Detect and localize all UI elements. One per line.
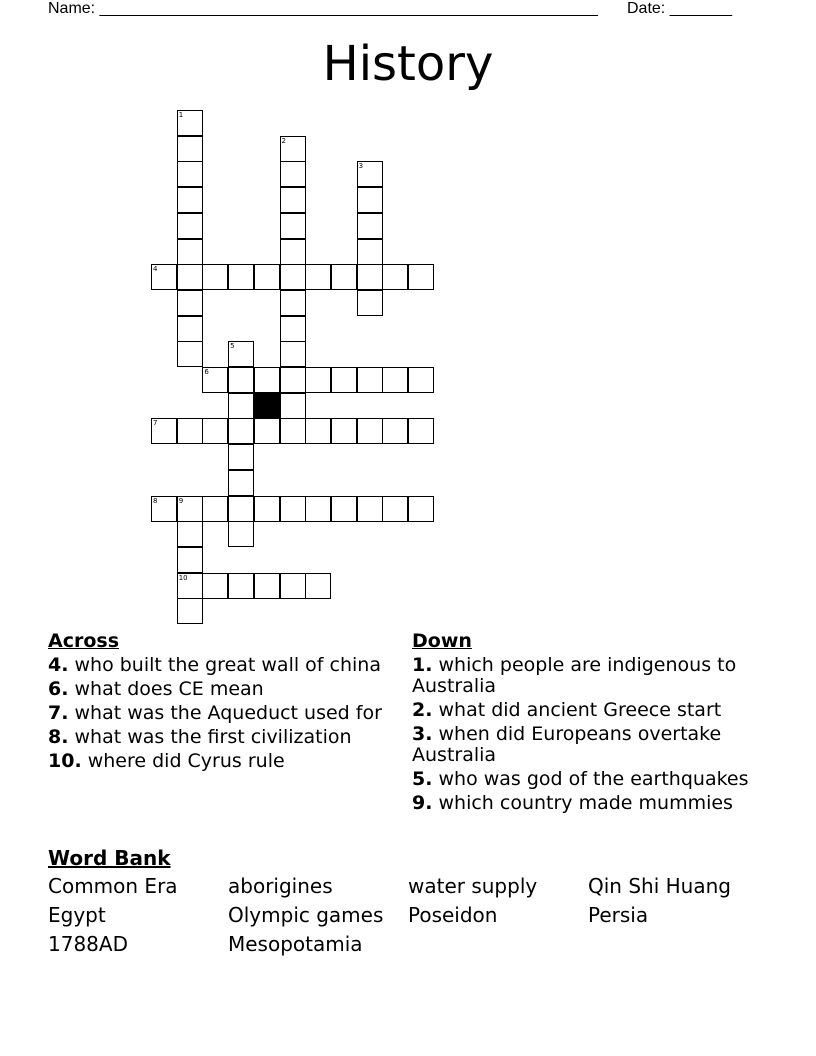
grid-cell[interactable]	[228, 496, 254, 522]
grid-cell[interactable]	[357, 213, 383, 239]
grid-cell[interactable]	[202, 367, 228, 393]
grid-cell[interactable]	[280, 187, 306, 213]
grid-cell[interactable]	[331, 496, 357, 522]
clue-item-number: 8.	[48, 726, 69, 748]
clue-item-number: 4.	[48, 654, 69, 676]
grid-cell[interactable]	[228, 444, 254, 470]
grid-cell[interactable]	[177, 239, 203, 265]
grid-cell[interactable]	[202, 496, 228, 522]
down-heading: Down	[412, 630, 472, 652]
clue-item-text: which people are indigenous to Australia	[412, 654, 737, 697]
grid-cell[interactable]	[177, 161, 203, 187]
clue-item-number: 9.	[412, 792, 433, 814]
grid-cell[interactable]	[177, 316, 203, 342]
grid-cell[interactable]	[202, 418, 228, 444]
word-bank-item: Persia	[588, 903, 649, 927]
clue-item-text: who was god of the earthquakes	[432, 768, 749, 790]
grid-cell[interactable]	[228, 470, 254, 496]
grid-cell[interactable]	[177, 547, 203, 573]
grid-cell[interactable]	[254, 367, 280, 393]
word-bank-item: aborigines	[228, 874, 333, 898]
grid-cell[interactable]	[357, 161, 383, 187]
black-cell	[254, 393, 280, 419]
grid-cell[interactable]	[305, 264, 331, 290]
grid-cell[interactable]	[357, 496, 383, 522]
grid-cell[interactable]	[357, 187, 383, 213]
clue-item-text: what did ancient Greece start	[432, 699, 722, 721]
grid-cell[interactable]	[177, 341, 203, 367]
grid-cell[interactable]	[408, 496, 434, 522]
clue-number: 5	[230, 342, 235, 351]
clue-number: 2	[281, 136, 286, 145]
clue-number: 3	[358, 162, 364, 171]
clue-item-number: 3.	[412, 723, 433, 745]
grid-cell[interactable]	[305, 496, 331, 522]
grid-cell[interactable]	[280, 316, 306, 342]
word-bank-item: Poseidon	[408, 903, 498, 927]
grid-cell[interactable]	[331, 264, 357, 290]
clue-item-text: where did Cyrus rule	[81, 750, 285, 772]
clue-number: 6	[204, 368, 209, 376]
grid-cell[interactable]	[177, 110, 203, 136]
grid-cell[interactable]	[177, 213, 203, 239]
word-bank-item: Common Era	[48, 874, 178, 898]
clue-item-text: who built the great wall of china	[68, 654, 381, 676]
grid-cell[interactable]	[177, 521, 203, 547]
clue-number: 4	[153, 265, 158, 274]
grid-cell[interactable]	[228, 341, 254, 367]
clue-item	[48, 655, 388, 676]
across-clues	[48, 629, 388, 775]
grid-cell[interactable]	[151, 496, 177, 522]
grid-cell[interactable]	[280, 393, 306, 419]
grid-cell[interactable]	[382, 418, 408, 444]
grid-cell[interactable]	[305, 367, 331, 393]
grid-cell[interactable]	[408, 367, 434, 393]
clue-item-number: 2.	[412, 699, 433, 721]
grid-cell[interactable]	[408, 418, 434, 444]
grid-cell[interactable]	[177, 136, 203, 162]
clue-item-number: 10.	[48, 750, 82, 772]
grid-cell[interactable]	[177, 290, 203, 316]
grid-cell[interactable]	[177, 598, 203, 624]
clue-number: 9	[178, 496, 184, 505]
down-clues	[412, 629, 762, 817]
grid-cell[interactable]	[177, 187, 203, 213]
clue-number: 1	[178, 111, 184, 119]
grid-cell[interactable]	[254, 573, 280, 599]
grid-cell[interactable]	[357, 290, 383, 316]
grid-cell[interactable]	[357, 418, 383, 444]
clue-item-text: what does CE mean	[68, 678, 264, 700]
grid-cell[interactable]	[254, 264, 280, 290]
grid-cell[interactable]	[408, 264, 434, 290]
clue-item	[412, 769, 762, 790]
word-bank-item: Mesopotamia	[228, 932, 363, 956]
grid-cell[interactable]	[202, 264, 228, 290]
grid-cell[interactable]	[280, 264, 306, 290]
grid-cell[interactable]	[280, 136, 306, 162]
grid-cell[interactable]	[280, 161, 306, 187]
clue-item-text: what was the first civilization	[68, 726, 352, 748]
word-bank-item: water supply	[408, 874, 538, 898]
clue-item-number: 1.	[412, 654, 433, 676]
grid-cell[interactable]	[254, 418, 280, 444]
clue-item-text: when did Europeans overtake Australia	[412, 723, 722, 766]
clue-item-text: what was the Aqueduct used for	[68, 702, 382, 724]
grid-cell[interactable]	[202, 573, 228, 599]
across-heading: Across	[48, 630, 120, 652]
grid-cell[interactable]	[357, 264, 383, 290]
clue-item	[48, 751, 388, 772]
grid-cell[interactable]	[280, 341, 306, 367]
clue-item	[48, 727, 388, 748]
grid-cell[interactable]	[177, 418, 203, 444]
word-bank-item: Olympic games	[228, 903, 384, 927]
clue-item	[48, 679, 388, 700]
grid-cell[interactable]	[228, 573, 254, 599]
date-field-label: Date: _______	[627, 0, 732, 17]
word-bank-item: Egypt	[48, 903, 106, 927]
clue-item	[412, 793, 762, 814]
grid-cell[interactable]	[228, 393, 254, 419]
clue-item-number: 7.	[48, 702, 69, 724]
word-bank-item: Qin Shi Huang	[588, 874, 731, 898]
grid-cell[interactable]	[177, 264, 203, 290]
grid-cell[interactable]	[382, 264, 408, 290]
grid-cell[interactable]	[280, 496, 306, 522]
grid-cell[interactable]	[254, 496, 280, 522]
clue-item-number: 6.	[48, 678, 69, 700]
grid-cell[interactable]	[305, 573, 331, 599]
grid-cell[interactable]	[280, 290, 306, 316]
page-title: History	[322, 36, 494, 92]
grid-cell[interactable]	[280, 367, 306, 393]
grid-cell[interactable]	[151, 418, 177, 444]
clue-number: 7	[153, 419, 158, 428]
word-bank-item: 1788AD	[48, 932, 128, 956]
clue-item	[412, 655, 762, 697]
grid-cell[interactable]	[228, 264, 254, 290]
grid-cell[interactable]	[228, 521, 254, 547]
grid-cell[interactable]	[228, 418, 254, 444]
grid-cell[interactable]	[280, 573, 306, 599]
grid-cell[interactable]	[228, 367, 254, 393]
grid-cell[interactable]	[280, 239, 306, 265]
grid-cell[interactable]	[280, 213, 306, 239]
word-bank-heading: Word Bank	[48, 846, 171, 870]
grid-cell[interactable]	[305, 418, 331, 444]
grid-cell[interactable]	[177, 573, 203, 599]
grid-cell[interactable]	[357, 239, 383, 265]
clue-item-text: which country made mummies	[432, 792, 733, 814]
name-field-label: Name: ________________________________________________________	[48, 0, 598, 17]
grid-cell[interactable]	[331, 418, 357, 444]
grid-cell[interactable]	[177, 496, 203, 522]
grid-cell[interactable]	[382, 367, 408, 393]
clue-number: 10	[178, 573, 188, 582]
grid-cell[interactable]	[382, 496, 408, 522]
clue-item	[412, 724, 762, 766]
grid-cell[interactable]	[357, 367, 383, 393]
clue-item	[412, 700, 762, 721]
clue-item-number: 5.	[412, 768, 433, 790]
grid-cell[interactable]	[331, 367, 357, 393]
clue-item	[48, 703, 388, 724]
grid-cell[interactable]	[151, 264, 177, 290]
grid-cell[interactable]	[280, 418, 306, 444]
clue-number: 8	[153, 496, 158, 505]
